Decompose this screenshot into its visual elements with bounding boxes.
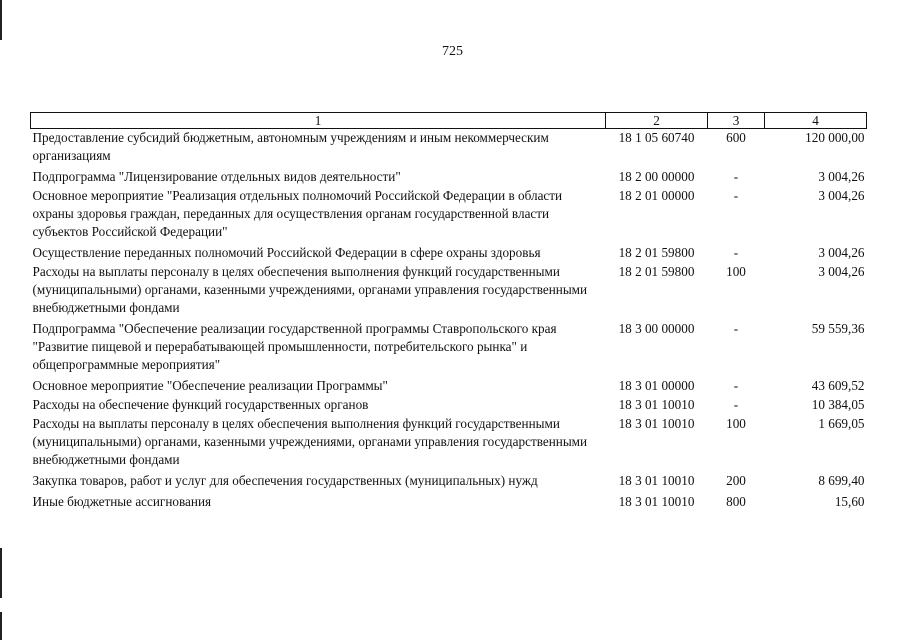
target-code: 18 3 01 10010 [618, 416, 695, 431]
column-header-4: 4 [765, 113, 867, 129]
target-code: 18 2 01 00000 [618, 188, 695, 203]
amount: 3 004,26 [818, 245, 865, 260]
table-row [31, 491, 867, 512]
expense-type: 600 [726, 130, 746, 145]
scan-margin-line [0, 548, 2, 598]
target-code: 18 1 05 60740 [618, 130, 695, 145]
budget-table [30, 112, 867, 512]
expense-name: Закупка товаров, работ и услуг для обеспечения государственных (муниципальных) нужд [32, 473, 538, 488]
target-code: 18 3 00 00000 [618, 321, 695, 336]
expense-name: Подпрограмма "Лицензирование отдельных видов деятельности" [32, 169, 401, 184]
expense-name: Расходы на выплаты персоналу в целях обеспечения выполнения функций государственными (муниципальными) органами, казенными учреждениями, органами управления государственными внебюджетными фондами [32, 416, 588, 467]
expense-name: Расходы на выплаты персоналу в целях обеспечения выполнения функций государственными (муниципальными) органами, казенными учреждениями, органами управления государственными внебюджетными фондами [32, 264, 588, 315]
target-code: 18 3 01 10010 [618, 397, 695, 412]
table-row [31, 318, 867, 375]
amount: 43 609,52 [811, 378, 865, 393]
table-row [31, 129, 867, 167]
target-code: 18 2 01 59800 [618, 245, 695, 260]
expense-name: Расходы на обеспечение функций государственных органов [32, 397, 369, 412]
column-header-2: 2 [606, 113, 708, 129]
expense-name: Осуществление переданных полномочий Российской Федерации в сфере охраны здоровья [32, 245, 541, 260]
target-code: 18 3 01 00000 [618, 378, 695, 393]
table-row [31, 415, 867, 470]
column-header-1: 1 [31, 113, 606, 129]
table-row [31, 396, 867, 415]
expense-type: 800 [726, 494, 746, 509]
amount: 120 000,00 [805, 130, 865, 145]
scan-margin-line [0, 612, 2, 640]
scan-margin-line [0, 0, 2, 40]
target-code: 18 3 01 10010 [618, 494, 695, 509]
expense-type: - [733, 188, 739, 203]
expense-type: - [733, 321, 739, 336]
amount: 3 004,26 [818, 169, 865, 184]
expense-name: Предоставление субсидий бюджетным, автономным учреждениям и иным некоммерческим организациям [32, 130, 549, 163]
header-row [31, 113, 867, 129]
amount: 15,60 [834, 494, 865, 509]
page-number: 725 [442, 44, 463, 59]
amount: 8 699,40 [818, 473, 865, 488]
amount: 3 004,26 [818, 188, 865, 203]
expense-type: 100 [726, 416, 746, 431]
expense-type: - [733, 378, 739, 393]
expense-name: Подпрограмма "Обеспечение реализации государственной программы Ставропольского края "Развитие пищевой и перерабатывающей промышленности, потребительского рынка" и общепрограммные мероприятия" [32, 321, 557, 372]
expense-type: - [733, 169, 739, 184]
amount: 1 669,05 [818, 416, 865, 431]
expense-name: Основное мероприятие "Обеспечение реализации Программы" [32, 378, 388, 393]
amount: 59 559,36 [811, 321, 865, 336]
table-row [31, 263, 867, 318]
expense-type: 200 [726, 473, 746, 488]
expense-type: 100 [726, 264, 746, 279]
target-code: 18 3 01 10010 [618, 473, 695, 488]
table-row [31, 470, 867, 491]
amount: 3 004,26 [818, 264, 865, 279]
expense-type: - [733, 245, 739, 260]
table-row [31, 166, 867, 187]
target-code: 18 2 01 59800 [618, 264, 695, 279]
amount: 10 384,05 [811, 397, 865, 412]
expense-type: - [733, 397, 739, 412]
column-header-3: 3 [708, 113, 765, 129]
expense-name: Иные бюджетные ассигнования [32, 494, 212, 509]
expense-name: Основное мероприятие "Реализация отдельных полномочий Российской Федерации в области охраны здоровья граждан, переданных для осуществления органам государственной власти субъектов Российской Федерации" [32, 188, 563, 239]
table-row [31, 375, 867, 396]
table-row [31, 242, 867, 263]
target-code: 18 2 00 00000 [618, 169, 695, 184]
table-row [31, 187, 867, 242]
